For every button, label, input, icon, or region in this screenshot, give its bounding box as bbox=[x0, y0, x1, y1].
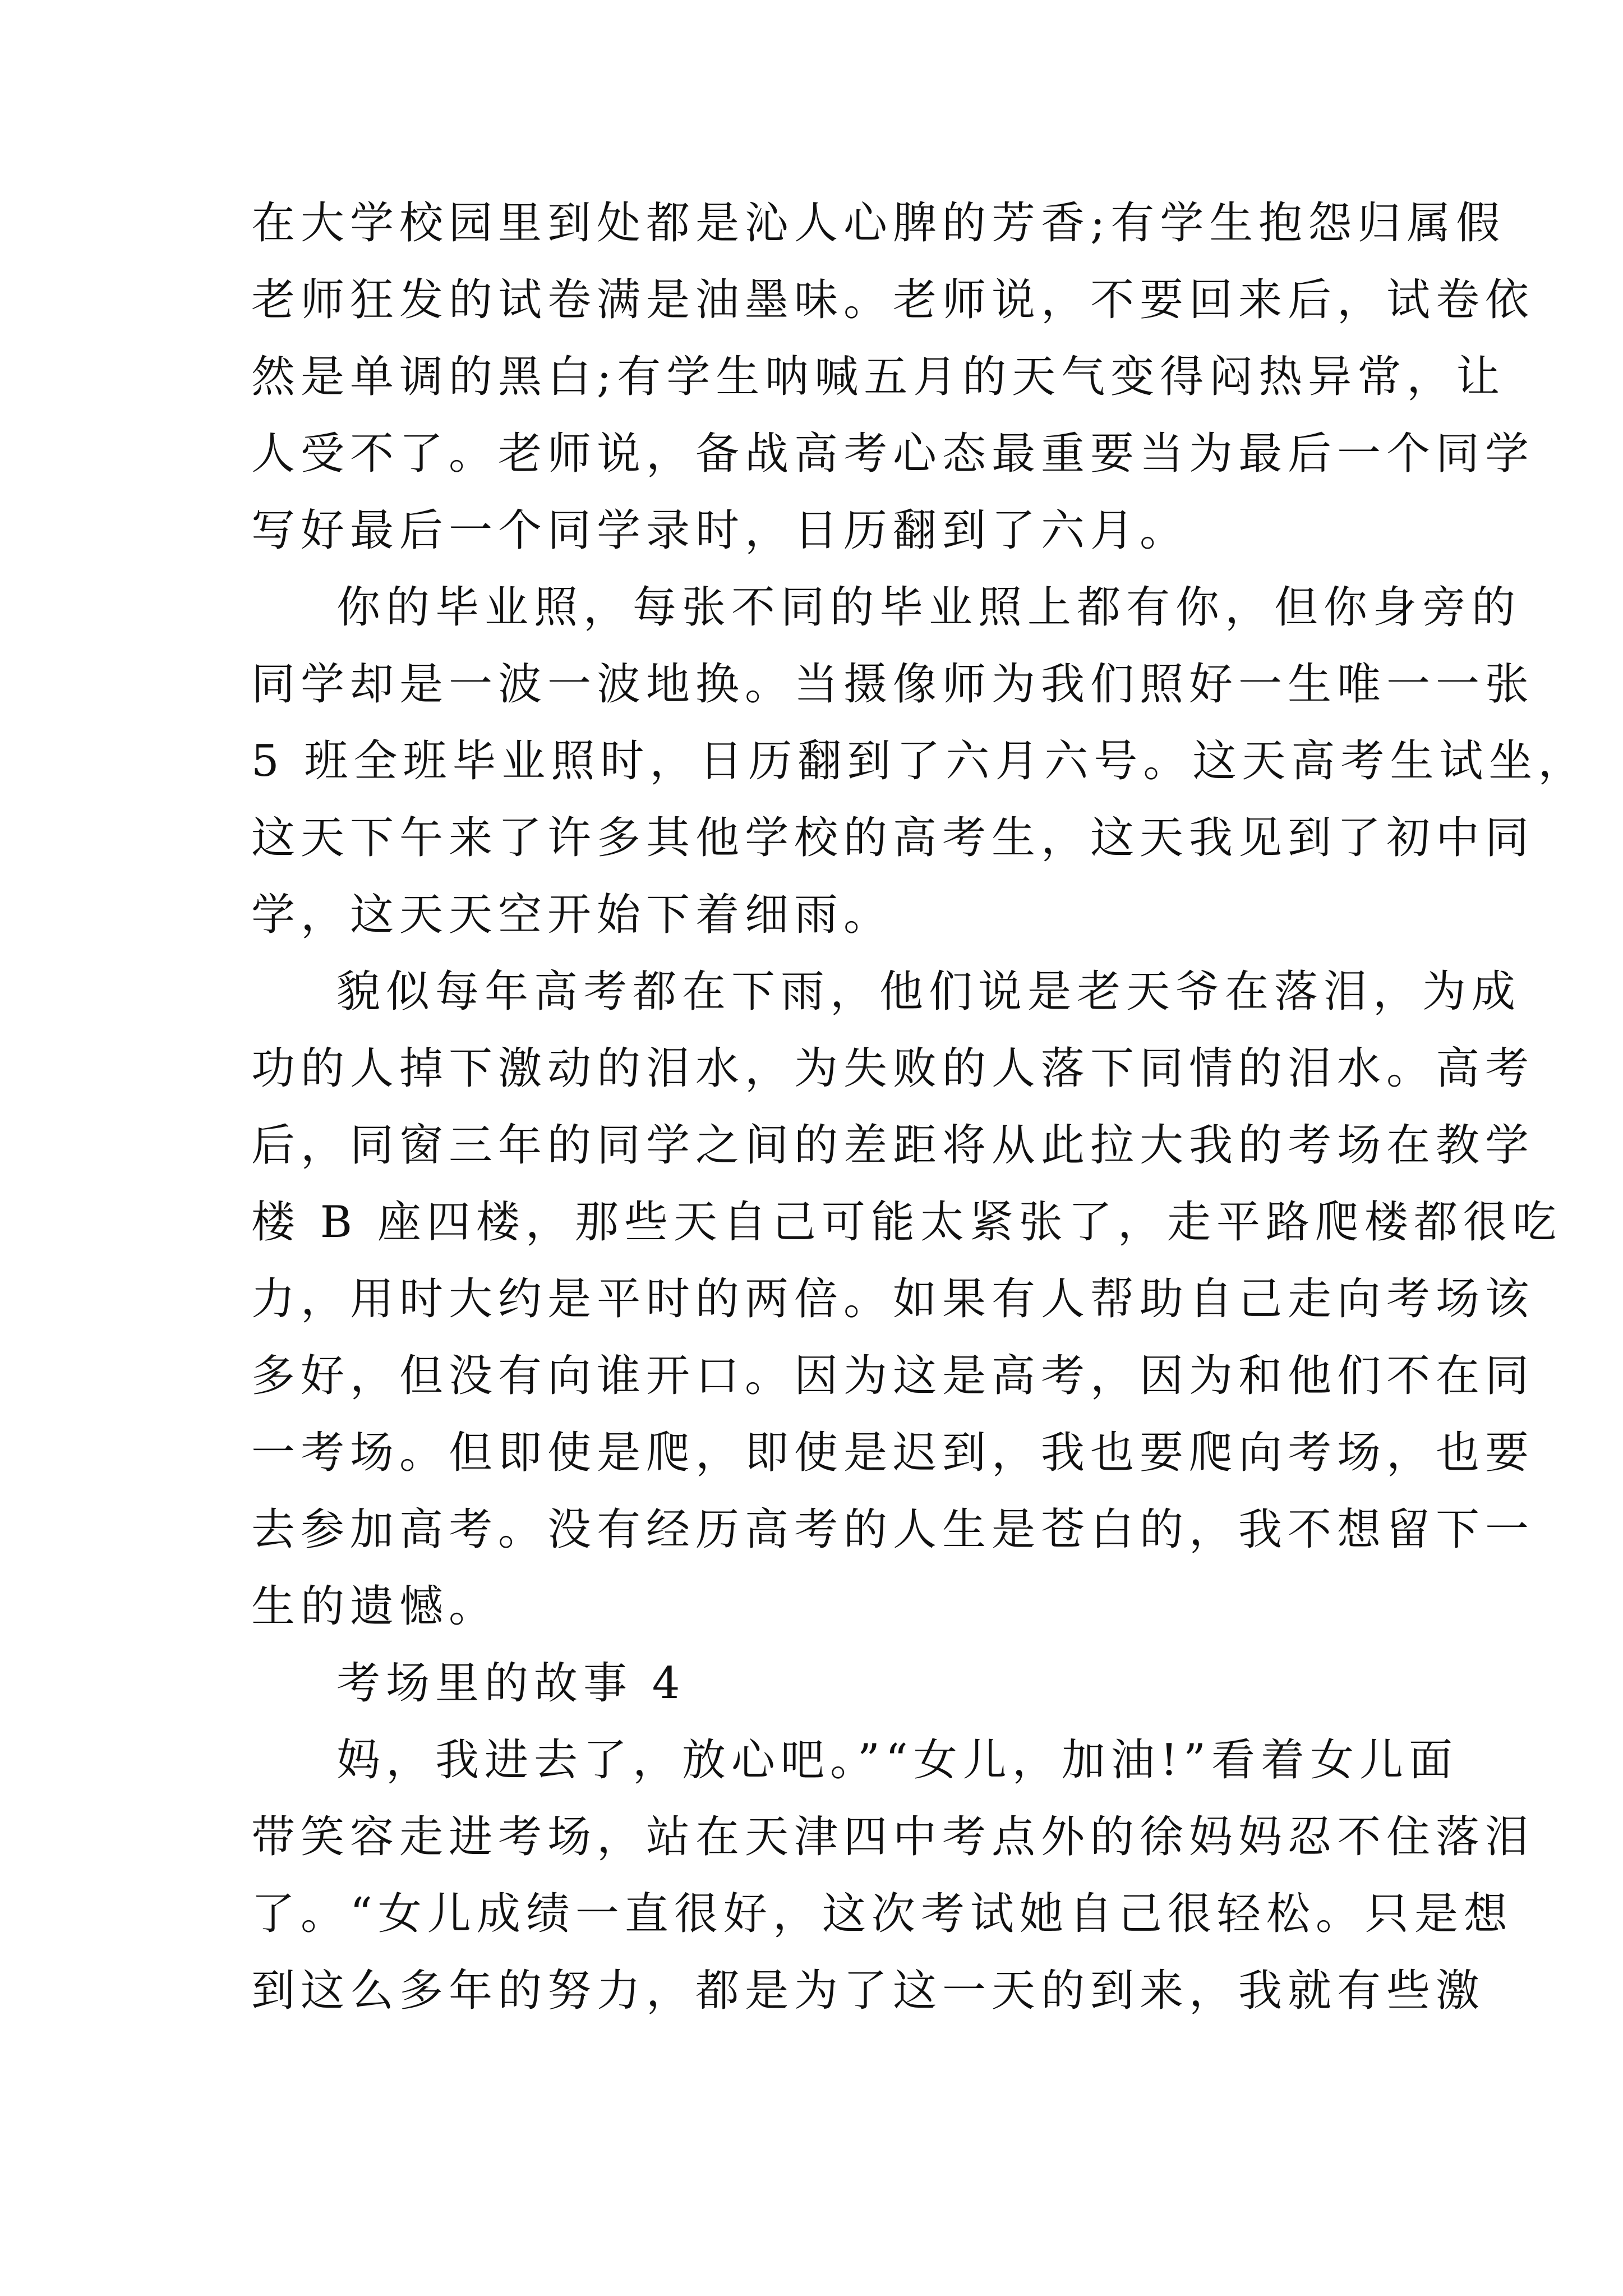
text-line: 5 班全班毕业照时，日历翻到了六月六号。这天高考生试坐， bbox=[251, 736, 1588, 786]
text-line: 学，这天天空开始下着细雨。 bbox=[251, 890, 893, 940]
text-line: 然是单调的黑白;有学生呐喊五月的天气变得闷热异常，让 bbox=[251, 352, 1506, 402]
text-line: 生的遗憾。 bbox=[251, 1581, 499, 1632]
text-line: 多好，但没有向谁开口。因为这是高考，因为和他们不在同 bbox=[251, 1351, 1535, 1401]
section-heading: 考场里的故事 4 bbox=[336, 1658, 686, 1709]
document-body bbox=[251, 185, 1588, 2030]
text-line: 在大学校园里到处都是沁人心脾的芳香;有学生抱怨归属假 bbox=[251, 198, 1506, 249]
text-line: 后，同窗三年的同学之间的差距将从此拉大我的考场在教学 bbox=[251, 1120, 1535, 1171]
text-line: 一考场。但即使是爬，即使是迟到，我也要爬向考场，也要 bbox=[251, 1428, 1535, 1478]
text-line: 人受不了。老师说，备战高考心态最重要当为最后一个同学 bbox=[251, 429, 1535, 479]
text-line: 楼 B 座四楼，那些天自己可能太紧张了，走平路爬楼都很吃 bbox=[251, 1197, 1562, 1248]
text-line: 力，用时大约是平时的两倍。如果有人帮助自己走向考场该 bbox=[251, 1274, 1535, 1324]
text-line: 去参加高考。没有经历高考的人生是苍白的，我不想留下一 bbox=[251, 1504, 1535, 1555]
text-line: 带笑容走进考场，站在天津四中考点外的徐妈妈忍不住落泪 bbox=[251, 1812, 1535, 1862]
text-line: 老师狂发的试卷满是油墨味。老师说，不要回来后，试卷依 bbox=[251, 275, 1535, 325]
text-line: 貌似每年高考都在下雨，他们说是老天爷在落泪，为成 bbox=[336, 967, 1521, 1017]
text-line: 功的人掉下激动的泪水，为失败的人落下同情的泪水。高考 bbox=[251, 1043, 1535, 1094]
text-line: 写好最后一个同学录时，日历翻到了六月。 bbox=[251, 505, 1189, 556]
text-line: 到这么多年的努力，都是为了这一天的到来，我就有些激 bbox=[251, 1966, 1486, 2016]
text-line: 你的毕业照，每张不同的毕业照上都有你，但你身旁的 bbox=[336, 582, 1521, 633]
text-line: 这天下午来了许多其他学校的高考生，这天我见到了初中同 bbox=[251, 813, 1535, 863]
text-line: 了。“女儿成绩一直很好，这次考试她自己很轻松。只是想 bbox=[251, 1889, 1513, 1939]
text-line: 同学却是一波一波地换。当摄像师为我们照好一生唯一一张 bbox=[251, 659, 1535, 710]
text-line: 妈，我进去了，放心吧。”“女儿，加油!”看着女儿面 bbox=[336, 1735, 1458, 1786]
